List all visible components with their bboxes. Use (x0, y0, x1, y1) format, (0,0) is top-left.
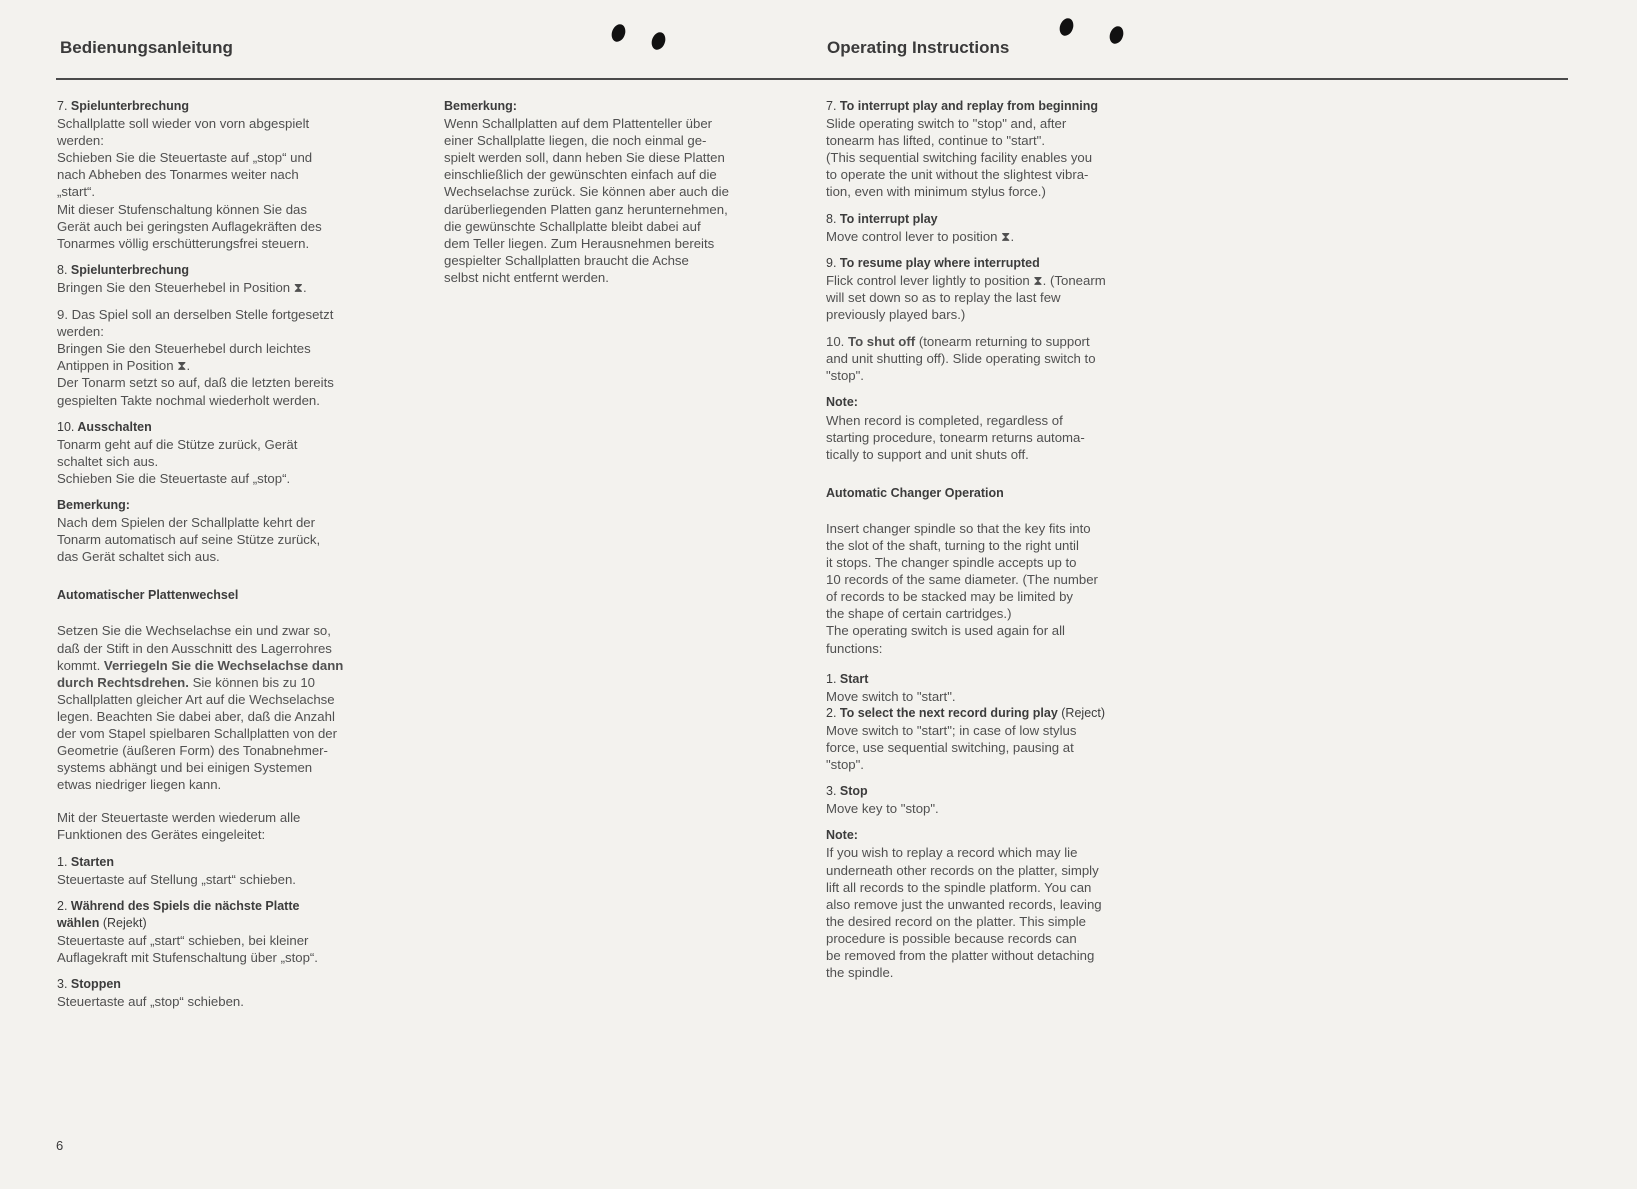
section-body: Flick control lever lightly to position ⧗. (Tonearm will set down so as to replay the last few previously played bars.) (826, 272, 1106, 323)
section-number: 10. (57, 419, 75, 434)
section-number: 8. (826, 211, 837, 226)
section-number: 10. (826, 334, 845, 350)
section-number: 1. (57, 854, 68, 869)
en-changer-3 (826, 783, 1186, 817)
en-note-2 (826, 827, 1186, 981)
section-title: To shut off (848, 334, 916, 350)
section-title: Starten (70, 854, 114, 869)
changer-text-bold: Verriegeln Sie die Wechselachse dann durch Rechtsdrehen. (57, 657, 344, 690)
section-body: Move switch to "start"; in case of low stylus force, use sequential switching, pausing at "stop". (826, 722, 1077, 773)
changer-text-a: Setzen Sie die Wechselachse ein und zwar so, daß der Stift in den Ausschnitt des Lagerrohres kommt. (57, 623, 332, 673)
section-number: 2. (826, 705, 837, 720)
section-body: Slide operating switch to "stop" and, after tonearm has lifted, continue to "start". (This sequential switching facility enables you to operate the unit without the slightest vibra- tion, even with minimum stylus force.) (826, 116, 1093, 200)
en-changer-1-2 (826, 671, 1186, 774)
section-number: 7. (57, 99, 68, 113)
note-body: Nach dem Spielen der Schallplatte kehrt der Tonarm automatisch auf seine Stütze zurück, das Gerät schaltet sich aus. (57, 515, 321, 565)
note-body: Wenn Schallplatten auf dem Plattenteller über einer Schallplatte liegen, die noch einmal ge- spielt werden soll, dann heben Sie diese Platten einschließlich der gewünschten einfach auf die Wechselachse zurück. Sie können aber auch die darüberliegenden Platten ganz herunternehmen, die gewünschte Schallplatte bleibt dabei auf dem Teller liegen. Zum Herausnehmen bereits gespielter Schallplatten braucht die Achse selbst nicht entfernt werden. (444, 116, 729, 285)
en-section-8 (826, 211, 1186, 245)
ink-blot (649, 30, 667, 51)
section-number: 7. (826, 99, 837, 113)
page-number: 6 (56, 1138, 64, 1153)
section-title: To interrupt play (839, 211, 938, 226)
de-section-7 (57, 98, 417, 252)
header-left-title: Bedienungsanleitung (60, 38, 233, 57)
de-section-8 (57, 262, 417, 296)
de-section-9 (57, 306, 417, 409)
en-note-1 (826, 394, 1186, 462)
en-section-9 (826, 255, 1186, 323)
de-changer-2 (57, 898, 417, 966)
de-section-10 (57, 419, 417, 487)
section-body (826, 333, 1186, 384)
note-title: Note: (826, 828, 858, 843)
section-body: Move key to "stop". (826, 801, 939, 817)
section-title: Spielunterbrechung (70, 99, 189, 113)
german-column-1 (57, 98, 417, 1020)
ink-blot (1057, 16, 1075, 37)
section-title: Spielunterbrechung (70, 262, 189, 277)
note-title: Bemerkung: (444, 99, 517, 113)
de-changer-heading: Automatischer Plattenwechsel (57, 588, 239, 603)
en-section-7 (826, 98, 1186, 201)
de-changer-3 (57, 976, 417, 1010)
section-title: Start (839, 671, 869, 686)
section-body: Move switch to "start". (826, 688, 956, 704)
section-number: 8. (57, 262, 68, 277)
header-right-title: Operating Instructions (827, 38, 1010, 57)
de-note-2 (444, 98, 804, 286)
ink-blot (609, 22, 627, 43)
de-changer-body (57, 622, 417, 793)
de-note-1 (57, 497, 417, 565)
section-title: Stop (839, 784, 868, 799)
english-column (826, 98, 1186, 991)
note-body: If you wish to replay a record which may lie underneath other records on the platter, simply lift all records to the spindle platform. You can also remove just the unwanted records, leaving the desired record on the platter. This simple procedure is possible because records can be removed from the platter without detaching the spindle. (826, 845, 1102, 981)
section-body-inline: (tonearm returning to support and unit shutting off). Slide operating switch to "stop". (826, 334, 1096, 384)
changer-paragraph: Insert changer spindle so that the key fits into the slot of the shaft, turning to the right until it stops. The changer spindle accepts up to 10 records of the same diameter. (The number of records to be stacked may be limited by the shape of certain cartridges.) The operating switch is used again for all functions: (826, 520, 1098, 656)
section-title-suffix: (Reject) (1057, 705, 1106, 720)
section-number: 3. (826, 784, 837, 799)
section-body: 9. Das Spiel soll an derselben Stelle fortgesetzt werden: Bringen Sie den Steuerhebel durch leichtes Antippen in Position ⧗. Der Tonarm setzt so auf, daß die letzten bereits gespielten Takte nochmal wiederholt werden. (57, 307, 334, 408)
section-body: Steuertaste auf „start“ schieben, bei kleiner Auflagekraft mit Stufenschaltung über „stop“. (57, 932, 318, 966)
note-title: Bemerkung: (57, 497, 130, 512)
section-title-suffix: (Rejekt) (99, 915, 147, 930)
section-body: Schallplatte soll wieder von vorn abgespielt werden: Schieben Sie die Steuertaste auf „stop“ und nach Abheben des Tonarmes weiter nach „start“. Mit dieser Stufenschaltung können Sie das Gerät auch bei geringsten Auflagekräften des Tonarmes völlig erschütterungsfrei steuern. (57, 116, 322, 251)
section-number: 1. (826, 671, 837, 686)
section-title: To select the next record during play (839, 705, 1058, 720)
changer-text-b: Sie können bis zu 10 Schallplatten gleicher Art auf die Wechselachse legen. Beachten Sie dabei aber, daß die Anzahl der vom Stapel spielbaren Schallplatten von der Geometrie (äußeren Form) des Tonabnehmer- systems abhängt und bei einigen Systemen etwas niedriger liegen kann. (57, 674, 338, 793)
section-title: Während des Spiels die nächste Platte wählen (57, 898, 300, 930)
section-number: 3. (57, 977, 68, 992)
en-section-10 (826, 333, 1186, 384)
ink-blot (1107, 24, 1125, 45)
section-body: Tonarm geht auf die Stütze zurück, Gerät schaltet sich aus. Schieben Sie die Steuertaste auf „stop“. (57, 436, 298, 486)
changer-functions-text: Mit der Steuertaste werden wiederum alle Funktionen des Gerätes eingeleitet: (57, 810, 301, 843)
section-body: Move control lever to position ⧗. (826, 228, 1015, 244)
section-title: Stoppen (70, 977, 121, 992)
section-title: To resume play where interrupted (839, 255, 1040, 270)
note-title: Note: (826, 395, 858, 410)
de-changer-functions (57, 809, 417, 843)
de-changer-1 (57, 854, 417, 888)
en-changer-body (826, 520, 1186, 657)
section-title: Ausschalten (77, 419, 152, 434)
section-body: Bringen Sie den Steuerhebel in Position ⧗. (57, 279, 307, 295)
section-title: To interrupt play and replay from beginning (839, 99, 1099, 113)
en-changer-heading: Automatic Changer Operation (826, 485, 1004, 500)
header-rule (56, 78, 1568, 80)
section-number: 9. (826, 255, 837, 270)
section-number: 2. (57, 898, 68, 913)
note-body: When record is completed, regardless of starting procedure, tonearm returns automa- tically to support and unit shuts off. (826, 412, 1085, 462)
section-body: Steuertaste auf „stop“ schieben. (57, 994, 244, 1010)
section-body: Steuertaste auf Stellung „start“ schieben. (57, 871, 296, 887)
german-column-2 (444, 98, 804, 296)
changer-paragraph (57, 622, 417, 793)
